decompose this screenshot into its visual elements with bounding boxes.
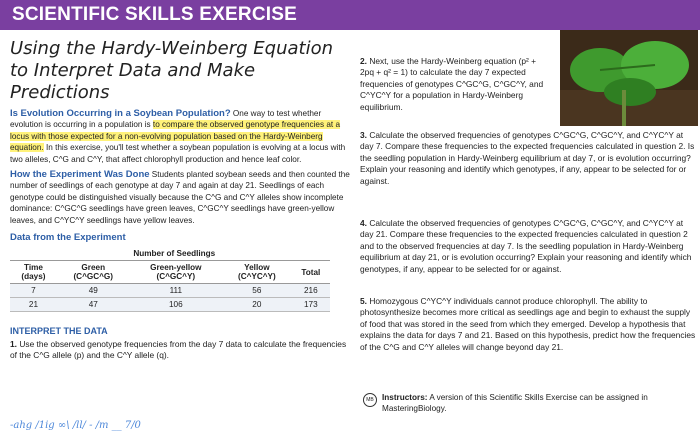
handwritten-notes: -ahg /1ig ∞\ /ll/ - /m __ 7/0: [10, 420, 141, 431]
table-cell: 111: [130, 284, 222, 298]
interpret-title: INTERPRET THE DATA: [10, 326, 108, 337]
table-cell: 106: [130, 298, 222, 312]
table-column-header: [10, 261, 57, 284]
question-3: [360, 130, 696, 187]
column-header-top: Yellow: [244, 263, 270, 273]
question-1-number: 1.: [10, 339, 17, 350]
instructor-note: [382, 392, 682, 414]
seedling-data-table: [10, 247, 330, 312]
column-header-top: Green-yellow: [150, 263, 202, 273]
table-cell: 56: [222, 284, 292, 298]
question-text: Next, use the Hardy-Weinberg equation (p² + 2pq + q² = 1) to calculate the day 7 expected frequencies of genotypes C^GC^G, C^GC^Y, and C^YC^Y for a population in Hardy-Weinberg equilibrium.: [360, 56, 544, 112]
mastering-biology-icon: MB: [363, 393, 377, 407]
question-4: [360, 218, 696, 275]
exercise-heading: [10, 38, 350, 104]
table-header-spacer: [10, 247, 57, 261]
table-header-spacer: [292, 247, 330, 261]
question-1-text: Use the observed genotype frequencies from the day 7 data to calculate the frequencies of the C^G allele (p) and the C^Y allele (q).: [10, 339, 347, 361]
heading-line-1: Using the Hardy-Weinberg Equation: [10, 38, 333, 59]
question-text: Calculate the observed frequencies of genotypes C^GC^G, C^GC^Y, and C^YC^Y at day 21. Compare these frequencies to the expected frequencies calculated in question 2 and to the observed frequencies at day 7. Is the seedling population in Hardy-Weinberg equilibrium at day 21, or is evolution occurring? Explain your reasoning and identify which genotypes, if any, appear to be selected for or against.: [360, 218, 692, 274]
table-title: Data from the Experiment: [10, 232, 126, 244]
question-text: Homozygous C^YC^Y individuals cannot produce chlorophyll. The ability to photosynthesize becomes more critical as seedlings age and begin to exhaust the supply of food that was stored in the seed from which they emerged. Develop a hypothesis that explains the data for days 7 and 21. Based on this hypothesis, predict how the frequencies of the C^G and C^Y alleles will change beyond day 21.: [360, 296, 696, 352]
experiment-body: Students planted soybean seeds and then counted the number of seedlings of each genotype at day 7 and again at day 21. Seedlings of each genotype could be distinguished visually because the C^G and C^Y alleles show incomplete dominance: C^GC^G seedlings have green leaves, C^GC^Y seedlings have green-yellow leaves, and C^YC^Y seedlings have yellow leaves.: [10, 170, 350, 225]
question-number: 2.: [360, 56, 367, 66]
intro-highlight: to compare the observed genotype frequencies at a locus with those expected for a non-evolving population based on the Hardy-Weinberg equation.: [10, 120, 340, 153]
question-number: 5.: [360, 296, 367, 306]
column-header-top: Green: [81, 263, 106, 273]
table-column-headers: [10, 261, 330, 284]
intro-lead: One way to test whether evolution is occurring in a population is: [10, 109, 322, 130]
column-header-bottom: (C^YC^Y): [237, 272, 276, 282]
experiment-title: How the Experiment Was Done: [10, 169, 150, 181]
table-group-header: Number of Seedlings: [57, 247, 292, 261]
instructor-note-lead: Instructors:: [382, 393, 428, 402]
table-column-header: [57, 261, 130, 284]
table-row: [10, 298, 330, 312]
question-2: [360, 56, 550, 113]
table-cell: 216: [292, 284, 330, 298]
table-cell: 173: [292, 298, 330, 312]
intro-paragraph: [10, 108, 350, 165]
left-column: [10, 38, 350, 361]
question-1: [10, 339, 350, 361]
column-header-bottom: Total: [301, 267, 321, 277]
experiment-paragraph: [10, 169, 350, 226]
intro-title: Is Evolution Occurring in a Soybean Population?: [10, 108, 231, 119]
question-text: Calculate the observed frequencies of genotypes C^GC^G, C^GC^Y, and C^YC^Y at day 7. Compare these frequencies to the expected frequencies calculated in question 2. Is the seedling population in Hardy-Weinberg equilibrium at day 7, or is evolution occurring? Explain your reasoning and identify which genotypes, if any, appear to be selected for or against.: [360, 130, 695, 186]
table-cell: 20: [222, 298, 292, 312]
intro-body: In this exercise, you'll test whether a soybean population is evolving at a locus with two alleles, C^G and C^Y, that affect chlorophyll production and hence leaf color.: [10, 143, 346, 164]
question-number: 4.: [360, 218, 367, 228]
table-cell: 21: [10, 298, 57, 312]
soybean-seedling-photo: [560, 30, 698, 126]
table-body: [10, 284, 330, 312]
table-column-header: [222, 261, 292, 284]
table-cell: 49: [57, 284, 130, 298]
column-header-bottom: (C^GC^Y): [156, 272, 196, 282]
question-number: 3.: [360, 130, 367, 140]
column-header-bottom: (C^GC^G): [73, 272, 114, 282]
table-column-header: [292, 261, 330, 284]
heading-line-2: to Interpret Data and Make Predictions: [10, 60, 256, 103]
question-5: [360, 296, 696, 353]
instructor-note-text: A version of this Scientific Skills Exercise can be assigned in MasteringBiology.: [382, 393, 648, 413]
table-column-header: [130, 261, 222, 284]
banner-title: SCIENTIFIC SKILLS EXERCISE: [12, 4, 297, 25]
table-cell: 47: [57, 298, 130, 312]
section-banner: [0, 0, 700, 30]
column-header-top: Time: [23, 263, 43, 273]
column-header-bottom: (days): [21, 272, 46, 282]
table-cell: 7: [10, 284, 57, 298]
table-row: [10, 284, 330, 298]
